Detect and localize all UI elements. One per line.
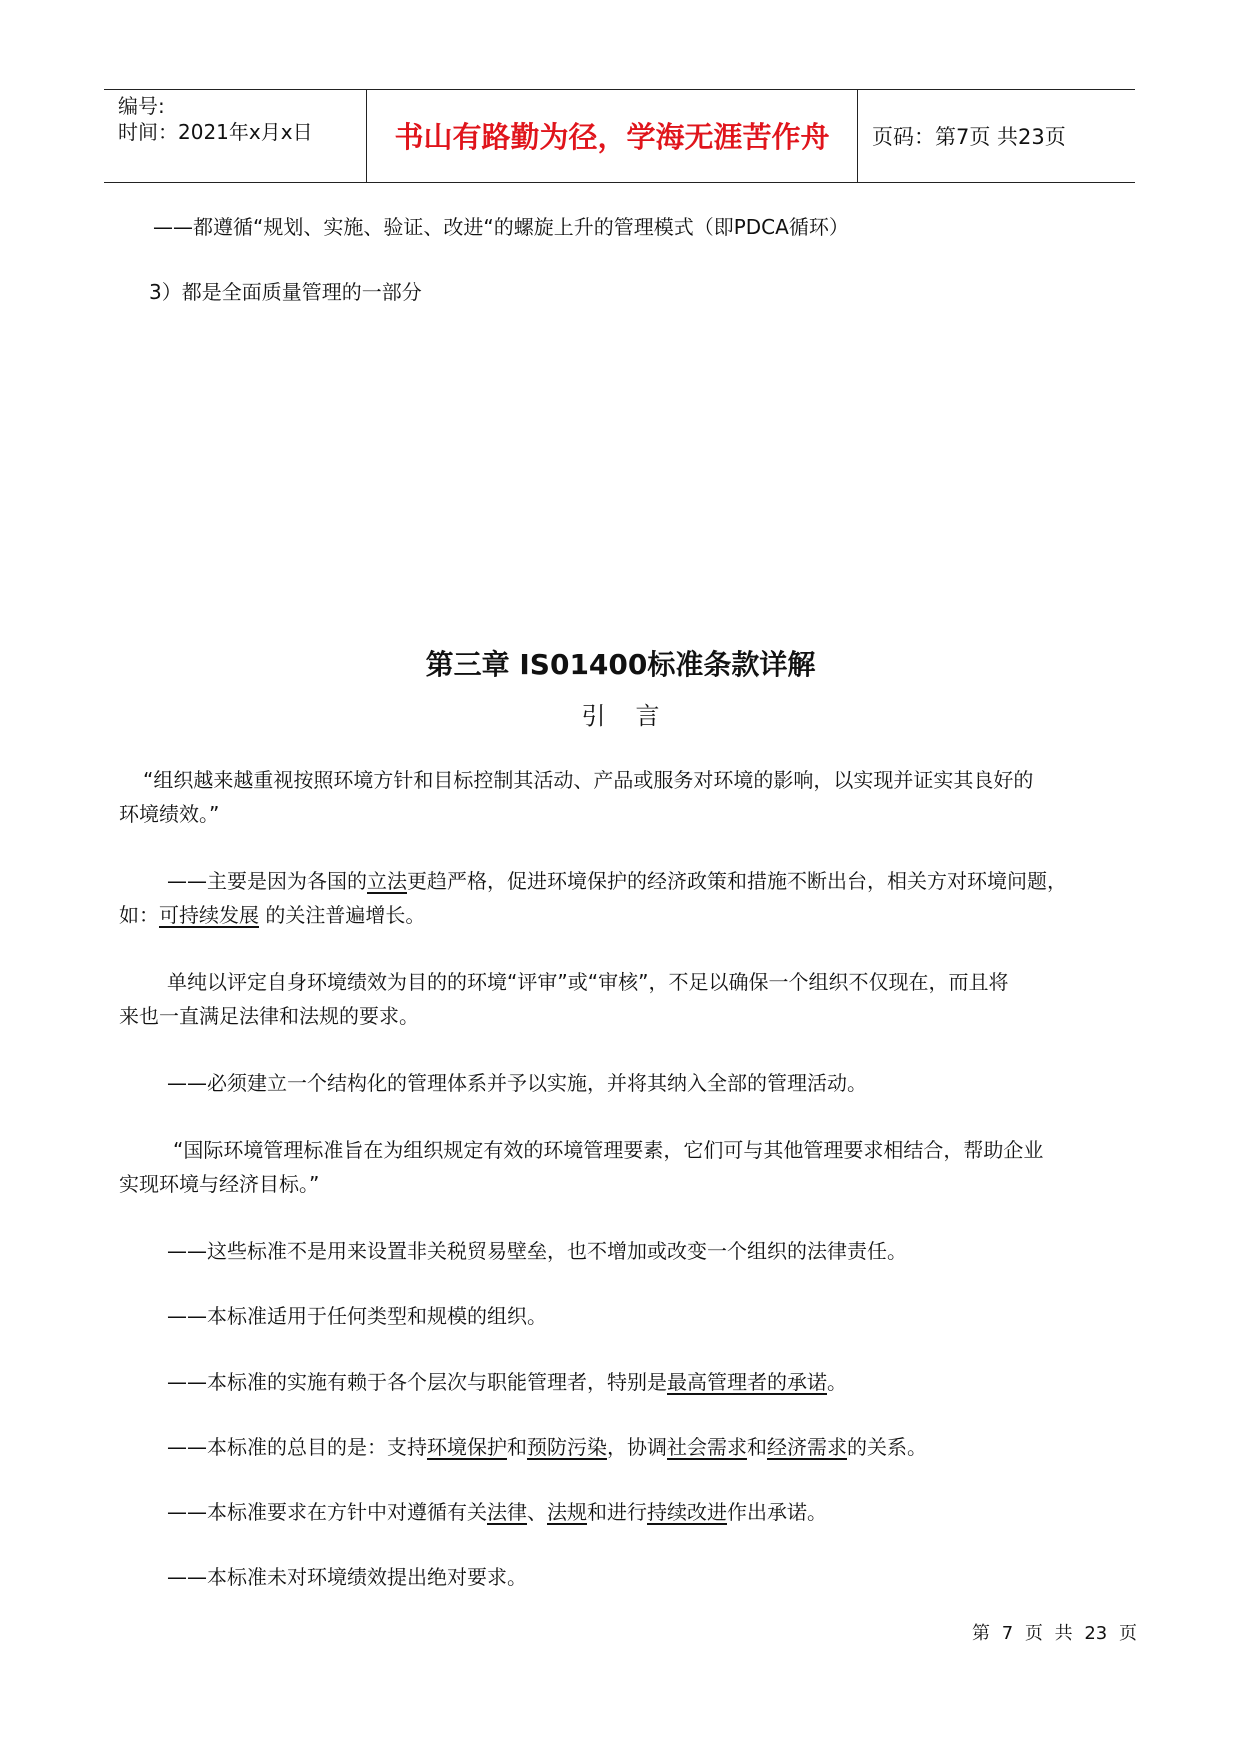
paragraph-10-text: 和进行 — [587, 1500, 647, 1524]
regulation-term: 法规 — [547, 1500, 587, 1524]
header-middle-cell — [367, 90, 858, 182]
pollution-prevention-term: 预防污染 — [527, 1435, 607, 1459]
paragraph-9-text: 的关系。 — [847, 1435, 927, 1459]
paragraph-9 — [167, 1430, 927, 1464]
paragraph-2-text: ——主要是因为各国的 — [167, 869, 367, 893]
paragraph-6: ——这些标准不是用来设置非关税贸易壁垒，也不增加或改变一个组织的法律责任。 — [167, 1239, 907, 1263]
paragraph-2-line-1 — [167, 864, 1067, 898]
header-left-cell — [104, 90, 367, 182]
motto-text: 书山有路勤为径，学海无涯苦作舟 — [394, 120, 830, 154]
chapter-title: 第三章 IS01400标准条款详解 — [425, 648, 816, 681]
paragraph-10-text: 作出承诺。 — [727, 1500, 827, 1524]
doc-id-label: 编号: — [118, 94, 165, 118]
paragraph-1-line-2: 环境绩效。” — [119, 802, 220, 826]
paragraph-2-line-2 — [119, 898, 425, 932]
point-3-line: 3）都是全面质量管理的一部分 — [149, 280, 422, 304]
paragraph-5-line-1: “国际环境管理标准旨在为组织规定有效的环境管理要素，它们可与其他管理要求相结合，帮助企业 — [173, 1138, 1044, 1162]
paragraph-9-text: 和 — [507, 1435, 527, 1459]
legislation-term: 立法 — [367, 869, 407, 893]
paragraph-8-text: 。 — [827, 1370, 847, 1394]
paragraph-1-line-1: “组织越来越重视按照环境方针和目标控制其活动、产品或服务对环境的影响，以实现并证实其良好的 — [143, 768, 1034, 792]
paragraph-9-text: ，协调 — [607, 1435, 667, 1459]
paragraph-8 — [167, 1365, 847, 1399]
pdca-line: ——都遵循“规划、实施、验证、改进“的螺旋上升的管理模式（即PDCA循环） — [153, 215, 849, 239]
paragraph-10 — [167, 1495, 827, 1529]
continual-improvement-term: 持续改进 — [647, 1500, 727, 1524]
paragraph-2-text: 如： — [119, 903, 159, 927]
header-page-info: 页码：第7页 共23页 — [872, 125, 1066, 149]
paragraph-7: ——本标准适用于任何类型和规模的组织。 — [167, 1304, 547, 1328]
paragraph-3-line-1: 单纯以评定自身环境绩效为目的的环境“评审”或“审核”，不足以确保一个组织不仅现在，而且将 — [167, 970, 1009, 994]
paragraph-9-text: 和 — [747, 1435, 767, 1459]
doc-time-label: 时间：2021年x月x日 — [118, 120, 313, 144]
paragraph-9-text: ——本标准的总目的是：支持 — [167, 1435, 427, 1459]
paragraph-2-text: 的关注普遍增长。 — [259, 903, 426, 927]
paragraph-8-text: ——本标准的实施有赖于各个层次与职能管理者，特别是 — [167, 1370, 667, 1394]
paragraph-3-line-2: 来也一直满足法律和法规的要求。 — [119, 1004, 419, 1028]
header-right-cell — [858, 90, 1135, 182]
page-footer: 第 7 页 共 23 页 — [972, 1623, 1137, 1644]
economic-needs-term: 经济需求 — [767, 1435, 847, 1459]
top-management-commitment-term: 最高管理者的承诺 — [667, 1370, 827, 1394]
paragraph-10-text: ——本标准要求在方针中对遵循有关 — [167, 1500, 487, 1524]
paragraph-2-text: 更趋严格，促进环境保护的经济政策和措施不断出台，相关方对环境问题， — [407, 869, 1067, 893]
social-needs-term: 社会需求 — [667, 1435, 747, 1459]
intro-title: 引言 — [581, 702, 690, 730]
paragraph-10-text: 、 — [527, 1500, 547, 1524]
page-header — [104, 89, 1135, 183]
sustainable-development-term: 可持续发展 — [159, 903, 259, 927]
law-term: 法律 — [487, 1500, 527, 1524]
paragraph-4: ——必须建立一个结构化的管理体系并予以实施，并将其纳入全部的管理活动。 — [167, 1071, 867, 1095]
paragraph-11: ——本标准未对环境绩效提出绝对要求。 — [167, 1565, 527, 1589]
environmental-protection-term: 环境保护 — [427, 1435, 507, 1459]
paragraph-5-line-2: 实现环境与经济目标。” — [119, 1172, 320, 1196]
